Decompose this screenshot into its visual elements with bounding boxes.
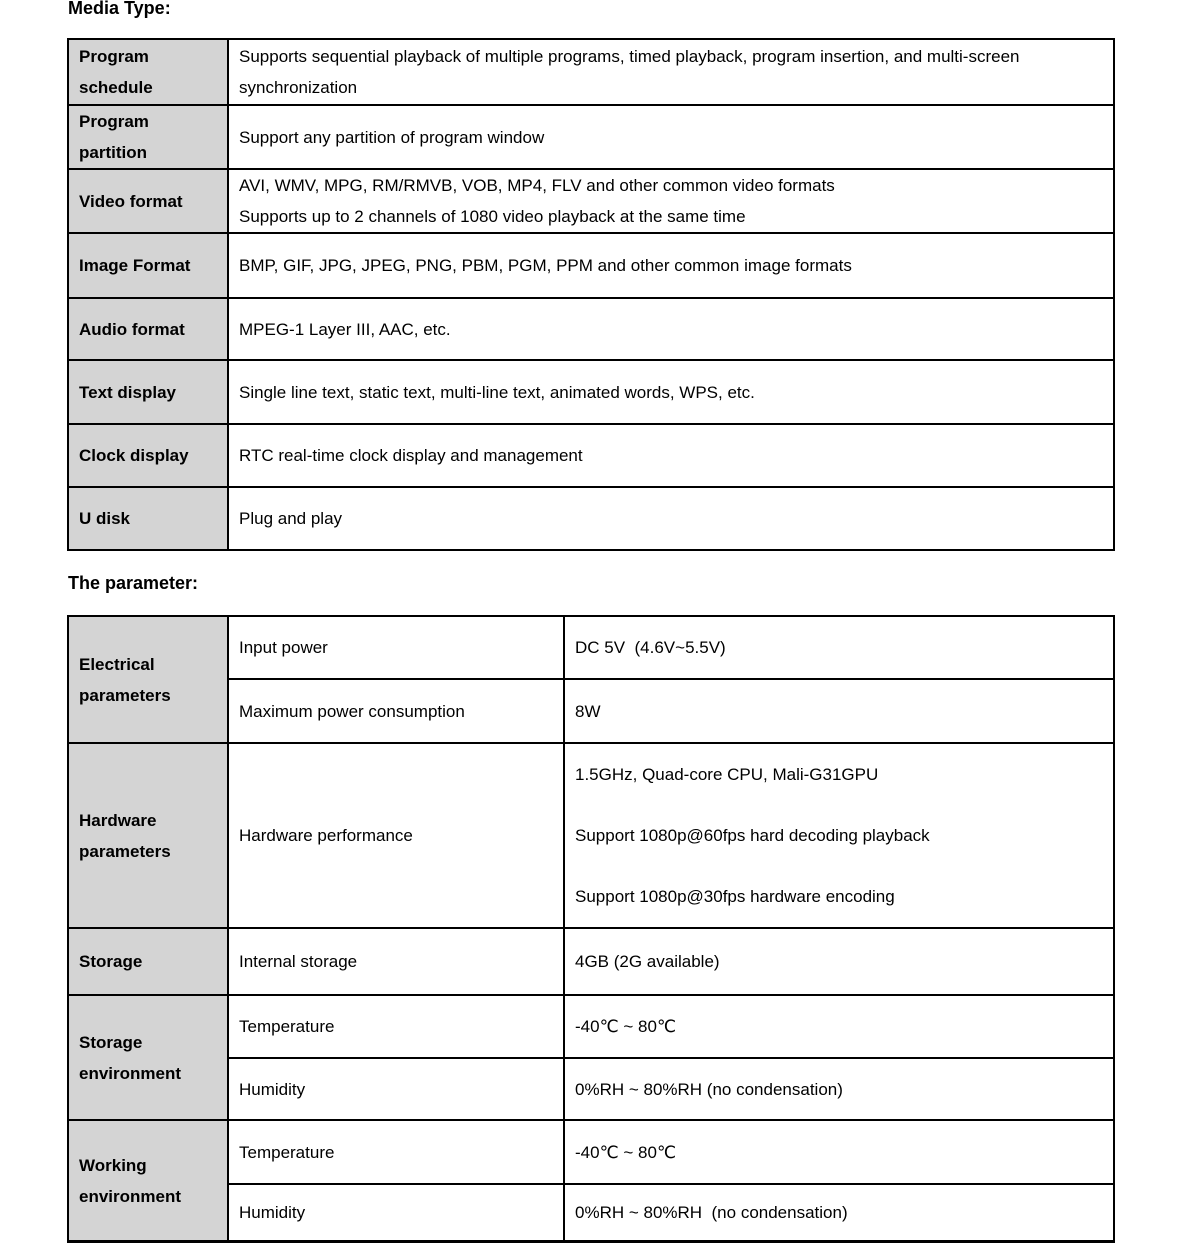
value-line: Support any partition of program window — [239, 127, 545, 147]
table-row-input-power — [68, 616, 1114, 679]
value-line: BMP, GIF, JPG, JPEG, PNG, PBM, PGM, PPM and other common image formats — [239, 256, 852, 275]
param-value — [564, 743, 1114, 928]
row-value — [228, 233, 1114, 298]
param-name: Hardware performance — [228, 743, 564, 928]
media-type-table — [67, 38, 1115, 551]
param-value — [564, 679, 1114, 743]
table-row-hardware-performance — [68, 743, 1114, 928]
group-label-storage-environment: Storage environment — [68, 995, 228, 1120]
param-name: Temperature — [228, 995, 564, 1058]
param-value — [564, 995, 1114, 1058]
table-row-image-format — [68, 233, 1114, 298]
param-value — [564, 1184, 1114, 1242]
value-line: 0%RH ~ 80%RH (no condensation) — [575, 1203, 848, 1222]
value-line: Support 1080p@60fps hard decoding playback — [575, 826, 930, 845]
value-line: Supports sequential playback of multiple programs, timed playback, program insertion, and multi-screen synchronization — [239, 47, 1025, 97]
table-row-working-temperature — [68, 1120, 1114, 1184]
table-row-storage-temperature — [68, 995, 1114, 1058]
value-line: Support 1080p@30fps hardware encoding — [575, 887, 895, 906]
param-name: Input power — [228, 616, 564, 679]
value-line: AVI, WMV, MPG, RM/RMVB, VOB, MP4, FLV and other common video formats — [239, 176, 835, 195]
param-name: Internal storage — [228, 928, 564, 995]
value-line: Single line text, static text, multi-line text, animated words, WPS, etc. — [239, 382, 755, 402]
group-label-electrical: Electrical parameters — [68, 616, 228, 743]
row-value — [228, 169, 1114, 233]
row-label: Video format — [68, 169, 228, 233]
row-value — [228, 487, 1114, 550]
table-row-text-display — [68, 360, 1114, 424]
value-line: 1.5GHz, Quad-core CPU, Mali-G31GPU — [575, 765, 879, 784]
param-name: Humidity — [228, 1058, 564, 1120]
row-value — [228, 298, 1114, 360]
table-row-audio-format — [68, 298, 1114, 360]
row-label: Clock display — [68, 424, 228, 487]
value-line: MPEG-1 Layer III, AAC, etc. — [239, 319, 451, 339]
row-label: Text display — [68, 360, 228, 424]
param-value — [564, 928, 1114, 995]
value-line: -40℃ ~ 80℃ — [575, 1017, 677, 1036]
row-value — [228, 39, 1114, 105]
param-name: Maximum power consumption — [228, 679, 564, 743]
row-label: Audio format — [68, 298, 228, 360]
table-row-video-format — [68, 169, 1114, 233]
table-row-program-schedule — [68, 39, 1114, 105]
row-value — [228, 360, 1114, 424]
param-name: Humidity — [228, 1184, 564, 1242]
table-row-internal-storage — [68, 928, 1114, 995]
value-line: -40℃ ~ 80℃ — [575, 1142, 677, 1162]
param-value — [564, 616, 1114, 679]
table-row-clock-display — [68, 424, 1114, 487]
group-label-storage: Storage — [68, 928, 228, 995]
parameter-table — [67, 615, 1115, 1243]
row-label: U disk — [68, 487, 228, 550]
media-type-heading: Media Type: — [68, 0, 171, 18]
row-label: Image Format — [68, 233, 228, 298]
value-line: 8W — [575, 701, 601, 721]
value-line: 4GB (2G available) — [575, 952, 720, 971]
value-line: DC 5V (4.6V~5.5V) — [575, 638, 726, 657]
param-value — [564, 1058, 1114, 1120]
group-label-hardware: Hardware parameters — [68, 743, 228, 928]
group-label-working-environment: Working environment — [68, 1120, 228, 1242]
parameter-heading: The parameter: — [68, 573, 199, 593]
param-name: Temperature — [228, 1120, 564, 1184]
value-line: 0%RH ~ 80%RH (no condensation) — [575, 1079, 843, 1099]
value-line: Supports up to 2 channels of 1080 video playback at the same time — [239, 207, 746, 226]
row-label: Program partition — [68, 105, 228, 169]
value-line: Plug and play — [239, 509, 343, 528]
table-row-program-partition — [68, 105, 1114, 169]
row-value — [228, 105, 1114, 169]
value-line: RTC real-time clock display and management — [239, 446, 583, 465]
row-label: Program schedule — [68, 39, 228, 105]
row-value — [228, 424, 1114, 487]
param-value — [564, 1120, 1114, 1184]
table-row-u-disk — [68, 487, 1114, 550]
